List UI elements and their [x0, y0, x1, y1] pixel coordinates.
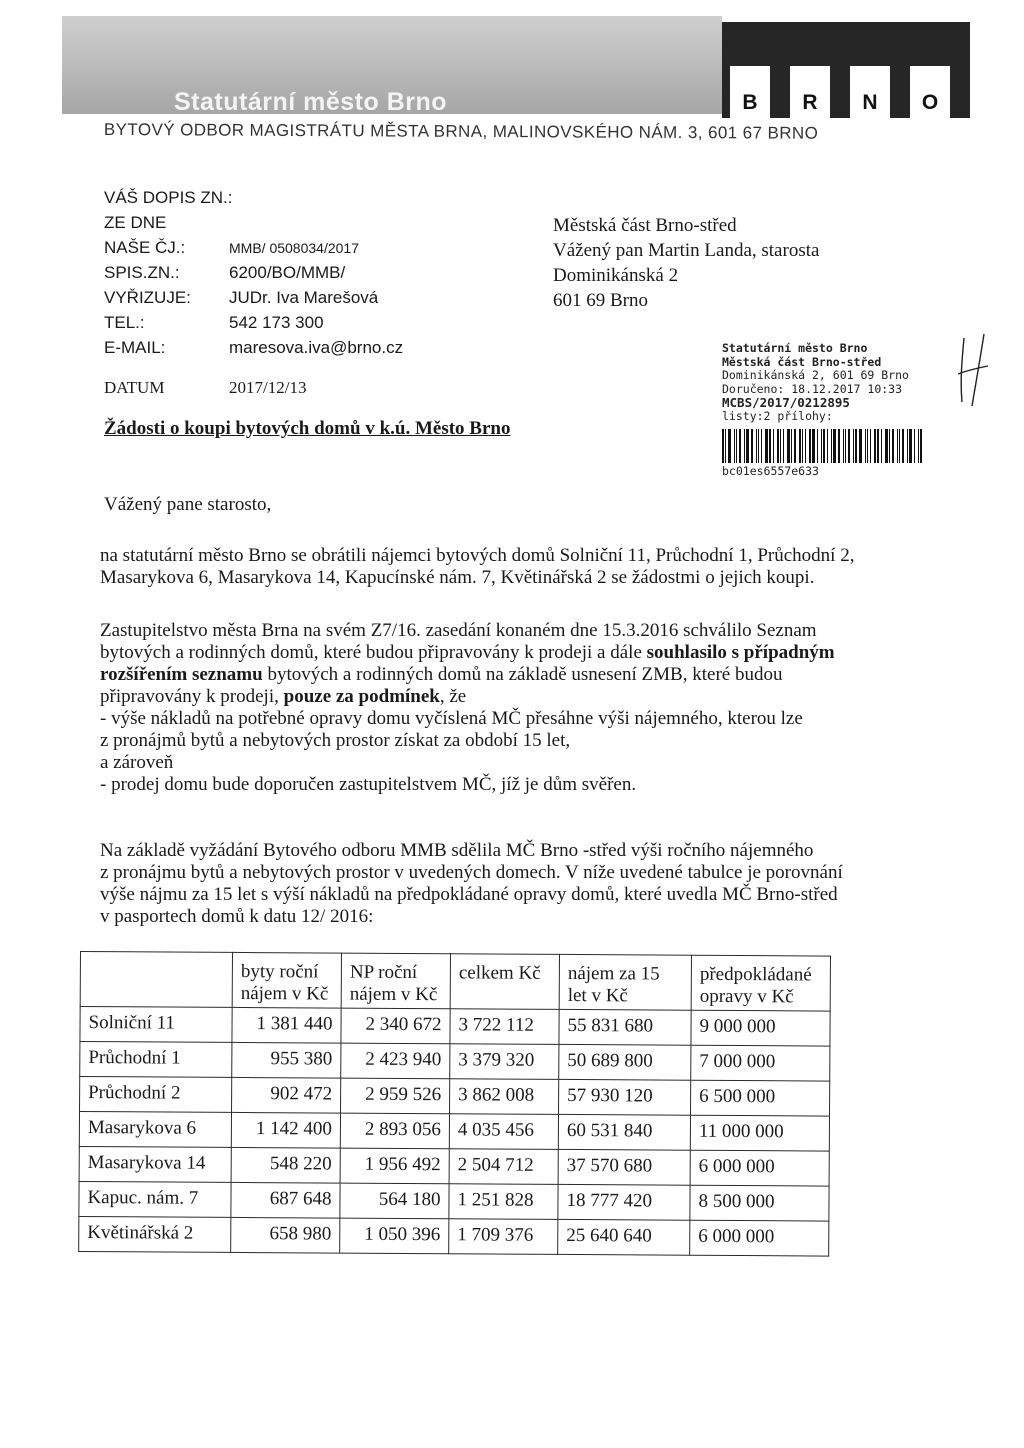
meta-label: VYŘIZUJE:	[104, 288, 191, 307]
barcode-bar	[918, 429, 919, 463]
table-row	[80, 1007, 830, 1047]
barcode-bar	[802, 429, 803, 463]
amount-cell: 1 381 440	[232, 1007, 341, 1043]
barcode-bar	[914, 429, 915, 463]
table-row	[79, 1112, 829, 1152]
amount-cell: 2 423 940	[341, 1043, 450, 1079]
table-header-row	[80, 952, 830, 1012]
barcode-bar	[889, 429, 890, 463]
rent-comparison-table	[78, 951, 831, 1257]
logo-letter: B	[730, 66, 770, 140]
para-line	[100, 642, 928, 664]
barcode-bar	[838, 429, 840, 463]
barcode-bar	[845, 429, 846, 463]
table-row	[80, 1042, 830, 1082]
house-name-cell: Květinářská 2	[79, 1216, 231, 1252]
barcode-bar	[783, 429, 784, 463]
amount-cell: 3 379 320	[450, 1044, 559, 1080]
barcode-bar	[881, 429, 882, 463]
barcode-bar	[734, 429, 735, 463]
meta-value: maresova.iva@brno.cz	[229, 338, 404, 357]
header-banner	[62, 16, 722, 114]
text-span: připravovány k prodeji,	[100, 686, 284, 707]
column-header: NP roční nájem v Kč	[341, 953, 450, 1009]
amount-cell: 1 142 400	[231, 1112, 340, 1148]
barcode-bar	[867, 429, 868, 463]
subject: Žádosti o koupi bytových domů v k.ú. Město Brno	[104, 418, 511, 439]
receipt-stamp	[722, 342, 958, 479]
barcode-bar	[809, 429, 811, 463]
para-line: výše nájmu za 15 let s výší nákladů na předpokládané opravy domů, které uvedla MČ Brno-střed	[100, 884, 838, 905]
table-row	[79, 1181, 829, 1221]
amount-cell: 2 504 712	[449, 1149, 558, 1185]
barcode-bar	[827, 429, 828, 463]
amount-cell: 11 000 000	[690, 1115, 829, 1151]
stamp-line: listy:2 přílohy:	[722, 408, 833, 423]
recipient-line: Dominikánská 2	[553, 265, 679, 286]
amount-cell: 2 340 672	[341, 1008, 450, 1044]
amount-cell: 2 959 526	[341, 1078, 450, 1114]
barcode-bar	[874, 429, 876, 463]
column-header: předpokládané opravy v Kč	[691, 955, 830, 1011]
amount-cell: 548 220	[231, 1147, 340, 1183]
paragraph-2	[100, 620, 928, 796]
amount-cell: 50 689 800	[559, 1044, 691, 1080]
date-value: 2017/12/13	[229, 378, 307, 397]
department-address: BYTOVÝ ODBOR MAGISTRÁTU MĚSTA BRNA, MALINOVSKÉHO NÁM. 3, 601 67 BRNO	[103, 120, 819, 143]
amount-cell: 4 035 456	[449, 1114, 558, 1150]
barcode-bar	[823, 429, 825, 463]
meta-label: ZE DNE	[104, 213, 167, 232]
meta-label: SPIS.ZN.:	[104, 263, 180, 282]
amount-cell: 57 930 120	[559, 1079, 691, 1115]
barcode-bar	[722, 429, 724, 463]
table-row	[79, 1216, 829, 1256]
amount-cell: 687 648	[231, 1182, 340, 1218]
meta-value: JUDr. Iva Marešová	[229, 288, 379, 307]
para-line: a zároveň	[100, 752, 174, 773]
barcode-bar	[909, 429, 912, 463]
recipient-line: Vážený pan Martin Landa, starosta	[553, 240, 820, 261]
column-header: nájem za 15 let v Kč	[559, 954, 691, 1010]
logo-letter: N	[850, 66, 890, 140]
barcode-text: bc01es6557e633	[722, 464, 819, 478]
para-line: na statutární město Brno se obrátili nájemci bytových domů Solniční 11, Průchodní 1, Průchodní 2,	[100, 545, 855, 566]
barcode-bar	[773, 429, 774, 463]
para-line: z pronájmů bytů a nebytových prostor získat za období 15 let,	[100, 730, 571, 751]
handwritten-initials	[954, 330, 994, 410]
amount-cell: 37 570 680	[558, 1149, 690, 1185]
amount-cell: 1 251 828	[449, 1184, 558, 1220]
text-span: , že	[439, 686, 467, 707]
logo-letter: R	[790, 66, 830, 140]
barcode-bar	[739, 429, 741, 463]
barcode-bar	[870, 429, 871, 463]
amount-cell: 3 862 008	[450, 1079, 559, 1115]
recipient-line: 601 69 Brno	[553, 290, 648, 311]
house-name-cell: Kapuc. nám. 7	[79, 1181, 231, 1217]
amount-cell: 3 722 112	[450, 1009, 559, 1045]
barcode-bar	[885, 429, 888, 463]
barcode	[722, 429, 948, 463]
amount-cell: 25 640 640	[558, 1219, 690, 1255]
column-header: byty roční nájem v Kč	[232, 952, 341, 1008]
barcode-bar	[848, 429, 850, 463]
amount-cell: 2 893 056	[340, 1113, 449, 1149]
barcode-bar	[899, 429, 900, 463]
barcode-bar	[746, 429, 749, 463]
para-line	[100, 664, 928, 686]
amount-cell: 902 472	[232, 1077, 341, 1113]
amount-cell: 55 831 680	[559, 1009, 691, 1045]
amount-cell: 1 709 376	[449, 1219, 558, 1255]
meta-label: NAŠE ČJ.:	[104, 238, 186, 257]
barcode-bar	[736, 429, 737, 463]
barcode-bar	[769, 429, 771, 463]
barcode-bar	[853, 429, 854, 463]
barcode-bar	[831, 429, 832, 463]
barcode-bar	[892, 429, 894, 463]
barcode-bar	[902, 429, 904, 463]
barcode-bar	[761, 429, 762, 463]
barcode-bar	[756, 429, 757, 463]
para-line: Na základě vyžádání Bytového odboru MMB sdělila MČ Brno -střed výši ročního nájemného	[100, 840, 814, 861]
barcode-bar	[728, 429, 731, 463]
para-line: v pasportech domů k datu 12/ 2016:	[100, 906, 374, 927]
barcode-bar	[855, 429, 857, 463]
stamp-line: Statutární město Brno	[722, 341, 868, 355]
stamp-line: Dominikánská 2, 601 69 Brno	[722, 368, 909, 382]
barcode-bar	[865, 429, 866, 463]
house-name-cell: Masarykova 6	[79, 1112, 231, 1148]
stamp-line: Městská část Brno-střed	[722, 354, 882, 369]
para-line: Zastupitelstvo města Brna na svém Z7/16. zasedání konaném dne 15.3.2016 schválilo Seznam	[100, 620, 817, 641]
stamp-line: MCBS/2017/0212895	[722, 395, 850, 410]
emphasis: rozšířením seznamu	[100, 664, 263, 685]
barcode-bar	[780, 429, 781, 463]
amount-cell: 18 777 420	[558, 1184, 690, 1220]
amount-cell: 6 000 000	[690, 1220, 829, 1256]
table-row	[80, 1077, 830, 1117]
amount-cell: 8 500 000	[690, 1185, 829, 1221]
barcode-bar	[920, 429, 922, 463]
barcode-bar	[907, 429, 908, 463]
recipient-line: Městská část Brno-střed	[553, 215, 737, 236]
para-line	[100, 686, 928, 708]
para-line: Masarykova 6, Masarykova 14, Kapucínské nám. 7, Květinářská 2 se žádostmi o jejich koupi.	[100, 567, 815, 588]
meta-value: MMB/ 0508034/2017	[229, 240, 359, 256]
amount-cell: 564 180	[340, 1183, 449, 1219]
barcode-bar	[787, 429, 790, 463]
barcode-bar	[833, 429, 836, 463]
amount-cell: 1 956 492	[340, 1148, 449, 1184]
barcode-bar	[859, 429, 862, 463]
text-span: bytových a rodinných domů, které budou připravovány k prodeji a dále	[100, 642, 647, 663]
barcode-bar	[821, 429, 822, 463]
meta-label: TEL.:	[104, 313, 145, 332]
meta-value: 542 173 300	[229, 313, 324, 332]
amount-cell: 60 531 840	[558, 1114, 690, 1150]
emphasis: souhlasilo s případným	[646, 642, 835, 663]
amount-cell: 9 000 000	[691, 1010, 830, 1046]
barcode-bar	[877, 429, 879, 463]
barcode-bar	[817, 429, 818, 463]
barcode-bar	[744, 429, 745, 463]
house-name-cell: Průchodní 2	[80, 1077, 232, 1113]
date-label: DATUM	[104, 378, 165, 397]
brno-logo	[722, 22, 970, 118]
meta-label: VÁŠ DOPIS ZN.:	[104, 188, 233, 207]
meta-label: E-MAIL:	[104, 338, 166, 357]
meta-value: 6200/BO/MMB/	[229, 263, 346, 282]
amount-cell: 6 000 000	[690, 1150, 829, 1186]
barcode-bar	[812, 429, 815, 463]
barcode-bar	[897, 429, 898, 463]
barcode-bar	[805, 429, 806, 463]
logo-letter: O	[910, 66, 950, 140]
amount-cell: 1 050 396	[340, 1218, 449, 1254]
barcode-bar	[843, 429, 844, 463]
barcode-bar	[758, 429, 759, 463]
barcode-bar	[794, 429, 796, 463]
house-name-cell: Solniční 11	[80, 1007, 232, 1043]
barcode-bar	[751, 429, 753, 463]
para-line: - výše nákladů na potřebné opravy domu vyčíslená MČ přesáhne výši nájemného, kterou lze	[100, 708, 803, 729]
barcode-bar	[725, 429, 726, 463]
emphasis: pouze za podmínek	[283, 686, 440, 707]
barcode-bar	[791, 429, 792, 463]
amount-cell: 955 380	[232, 1042, 341, 1078]
banner-title: Statutární město Brno	[174, 88, 448, 116]
barcode-bar	[799, 429, 801, 463]
para-line: - prodej domu bude doporučen zastupitelstvem MČ, jíž je dům svěřen.	[100, 774, 637, 795]
amount-cell: 658 980	[231, 1217, 340, 1253]
salutation: Vážený pane starosto,	[104, 494, 272, 515]
house-name-cell: Masarykova 14	[79, 1146, 231, 1182]
table-row	[79, 1146, 829, 1186]
paragraph-1	[100, 545, 928, 589]
column-header	[80, 952, 232, 1008]
house-name-cell: Průchodní 1	[80, 1042, 232, 1078]
barcode-bar	[777, 429, 779, 463]
amount-cell: 6 500 000	[691, 1080, 830, 1116]
text-span: bytových a rodinných domů na základě usnesení ZMB, které budou	[262, 664, 783, 685]
amount-cell: 7 000 000	[691, 1045, 830, 1081]
para-line: z pronájmu bytů a nebytových prostor v uvedených domech. V níže uvedené tabulce je porovnání	[100, 862, 843, 883]
barcode-bar	[765, 429, 768, 463]
stamp-line: Doručeno: 18.12.2017 10:33	[722, 381, 903, 396]
paragraph-3	[100, 840, 928, 928]
column-header: celkem Kč	[450, 954, 559, 1010]
